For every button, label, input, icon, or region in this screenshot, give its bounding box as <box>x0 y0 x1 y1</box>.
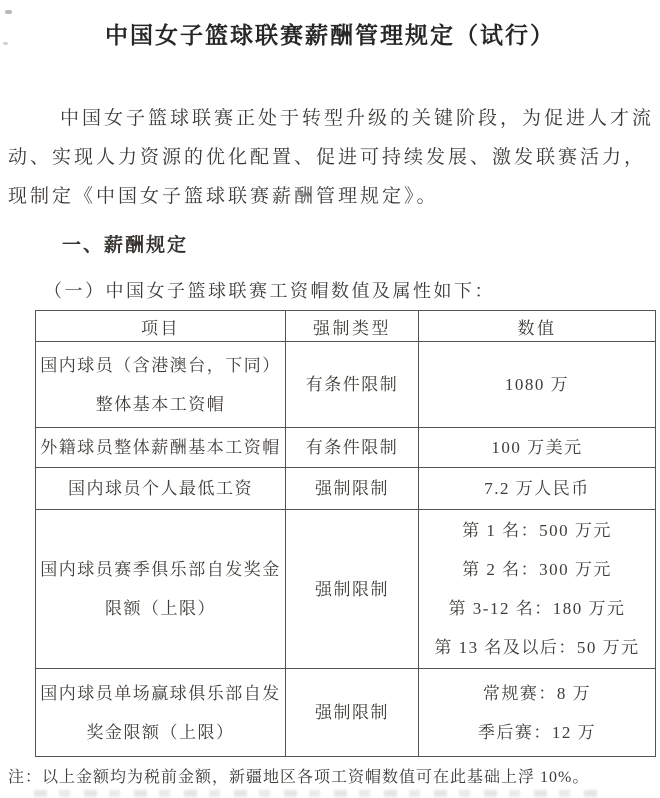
cell-item <box>36 510 286 669</box>
cell-line: 强制限制 <box>315 579 389 599</box>
cell-line: 季后赛：12 万 <box>477 722 597 742</box>
cell-line: 常规赛：8 万 <box>482 683 592 703</box>
header-cell-value: 数值 <box>419 311 656 342</box>
header-cell-item: 项目 <box>36 311 286 342</box>
cell-line: 国内球员单场赢球俱乐部自发 <box>40 683 281 703</box>
cell-value <box>419 669 656 757</box>
cell-line: 整体基本工资帽 <box>95 394 226 414</box>
scan-speck <box>5 10 12 14</box>
sub-heading: （一）中国女子篮球联赛工资帽数值及属性如下： <box>44 281 495 301</box>
table-header-row <box>36 311 656 342</box>
cell-type <box>286 428 419 468</box>
cell-item <box>36 342 286 428</box>
cell-line: 外籍球员整体薪酬基本工资帽 <box>40 438 281 457</box>
cell-type <box>286 468 419 510</box>
header-cell-type: 强制类型 <box>286 311 419 342</box>
cell-line: 第 3-12 名：180 万元 <box>448 599 626 618</box>
cell-value <box>419 428 656 468</box>
table-row <box>36 468 656 510</box>
cell-line: 国内球员赛季俱乐部自发奖金 <box>40 560 281 579</box>
cell-line: 1080 万 <box>504 375 570 394</box>
intro-line: 现制定《中国女子篮球联赛薪酬管理规定》。 <box>8 186 439 207</box>
cell-line: 限额（上限） <box>105 599 216 618</box>
cell-line: 有条件限制 <box>305 438 399 457</box>
table-row <box>36 342 656 428</box>
cell-line: 7.2 万人民币 <box>484 479 590 498</box>
cell-type <box>286 342 419 428</box>
cell-line: 100 万美元 <box>491 438 583 457</box>
table-row <box>36 428 656 468</box>
cell-line: 第 1 名：500 万元 <box>462 521 612 540</box>
cell-line: 第 13 名及以后：50 万元 <box>434 638 640 657</box>
intro-line: 动、实现人力资源的优化配置、促进可持续发展、激发联赛活力， <box>8 147 647 168</box>
cell-line: 国内球员个人最低工资 <box>68 479 253 498</box>
salary-cap-table <box>35 310 656 757</box>
cell-line: 第 2 名：300 万元 <box>462 560 612 579</box>
intro-line: 中国女子篮球联赛正处于转型升级的关键阶段，为促进人才流 <box>60 108 655 129</box>
cell-item <box>36 428 286 468</box>
cell-item <box>36 468 286 510</box>
intro-paragraph <box>8 99 655 216</box>
cell-type <box>286 510 419 669</box>
section-heading: 一、薪酬规定 <box>62 235 189 256</box>
cell-line: 有条件限制 <box>305 375 399 394</box>
cell-line: 强制限制 <box>315 479 389 498</box>
cutoff-text-remnant <box>34 790 600 797</box>
cell-value <box>419 468 656 510</box>
cell-line: 国内球员（含港澳台，下同） <box>40 355 281 375</box>
document-title: 中国女子篮球联赛薪酬管理规定（试行） <box>105 23 555 48</box>
scan-speck <box>3 42 8 45</box>
cell-line: 奖金限额（上限） <box>86 722 235 742</box>
table-row <box>36 669 656 757</box>
cell-line: 强制限制 <box>315 703 389 722</box>
cell-item <box>36 669 286 757</box>
cell-value <box>419 510 656 669</box>
table-row <box>36 510 656 669</box>
footnote: 注：以上金额均为税前金额，新疆地区各项工资帽数值可在此基础上浮 10%。 <box>8 769 590 786</box>
cell-type <box>286 669 419 757</box>
cell-value <box>419 342 656 428</box>
